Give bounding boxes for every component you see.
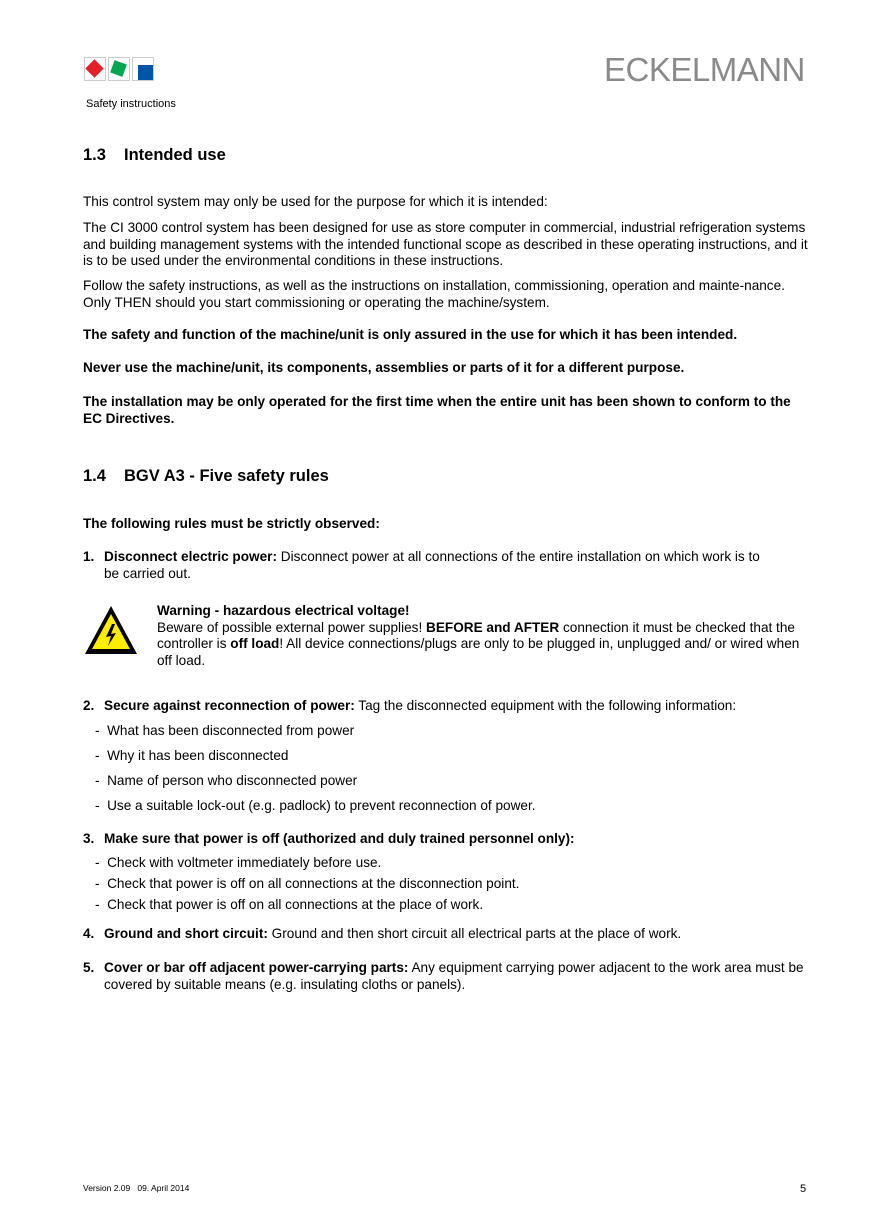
warning-text: Beware of possible external power supplies! BEFORE and AFTER connection it must be checked that the controller is off load! All device connections/plugs are only to be plugged in, unplugged and/ or wired when off load. [157,619,800,668]
section-heading-1-3: 1.3 Intended use [83,146,226,164]
list-item: - Use a suitable lock-out (e.g. padlock) to prevent reconnection of power. [95,798,536,813]
paragraph: Follow the safety instructions, as well as the instructions on installation, commissioning, operation and mainte-nance. Only THEN should you start commissioning or operating the machine/system. [83,278,785,310]
rule-3: 3. Make sure that power is off (authorized and duly trained personnel only): [83,831,575,846]
brand-logo: ECKELMANN [604,51,805,88]
warning-box [157,603,812,669]
section-heading-1-4: 1.4 BGV A3 - Five safety rules [83,467,329,485]
list-item: - Check that power is off on all connections at the disconnection point. [95,876,520,891]
list-item: - What has been disconnected from power [95,723,355,738]
rule-4: 4. Ground and short circuit: Ground and then short circuit all electrical parts at the place of work. [83,926,682,941]
rule-2: 2. Secure against reconnection of power: Tag the disconnected equipment with the following information: [83,698,737,713]
list-item: - Check that power is off on all connections at the place of work. [95,897,484,912]
bold-notice: Never use the machine/unit, its components, assemblies or parts of it for a different purpose. [83,360,685,375]
rules-intro: The following rules must be strictly observed: [83,516,380,531]
paragraph: This control system may only be used for the purpose for which it is intended: [83,194,548,209]
footer-version: Version 2.09 09. April 2014 [83,1183,190,1193]
rule-5: 5. Cover or bar off adjacent power-carrying parts: Any equipment carrying power adjacent to the work area must be covered by suitable means (e.g. insulating cloths or panels). [83,960,804,992]
page-number: 5 [800,1183,807,1195]
bold-notice: The safety and function of the machine/unit is only assured in the use for which it has been intended. [83,327,738,342]
rule-1: 1. Disconnect electric power: Disconnect power at all connections of the entire installation on which work is to be carried out. [83,549,760,581]
bold-notice: The installation may be only operated for the first time when the entire unit has been shown to conform to the EC Directives. [83,394,791,426]
list-item: - Name of person who disconnected power [95,773,358,788]
warning-high-voltage-icon [83,604,139,661]
warning-title: Warning - hazardous electrical voltage! [157,603,410,618]
list-item: - Why it has been disconnected [95,748,289,763]
list-item: - Check with voltmeter immediately before use. [95,855,382,870]
paragraph: The CI 3000 control system has been designed for use as store computer in commercial, industrial refrigeration systems and building management systems with the intended functional scope as described in these operating instructions, and it is to be used under the environmental conditions in these instructions. [83,220,808,269]
header-section-label: Safety instructions [86,98,176,110]
